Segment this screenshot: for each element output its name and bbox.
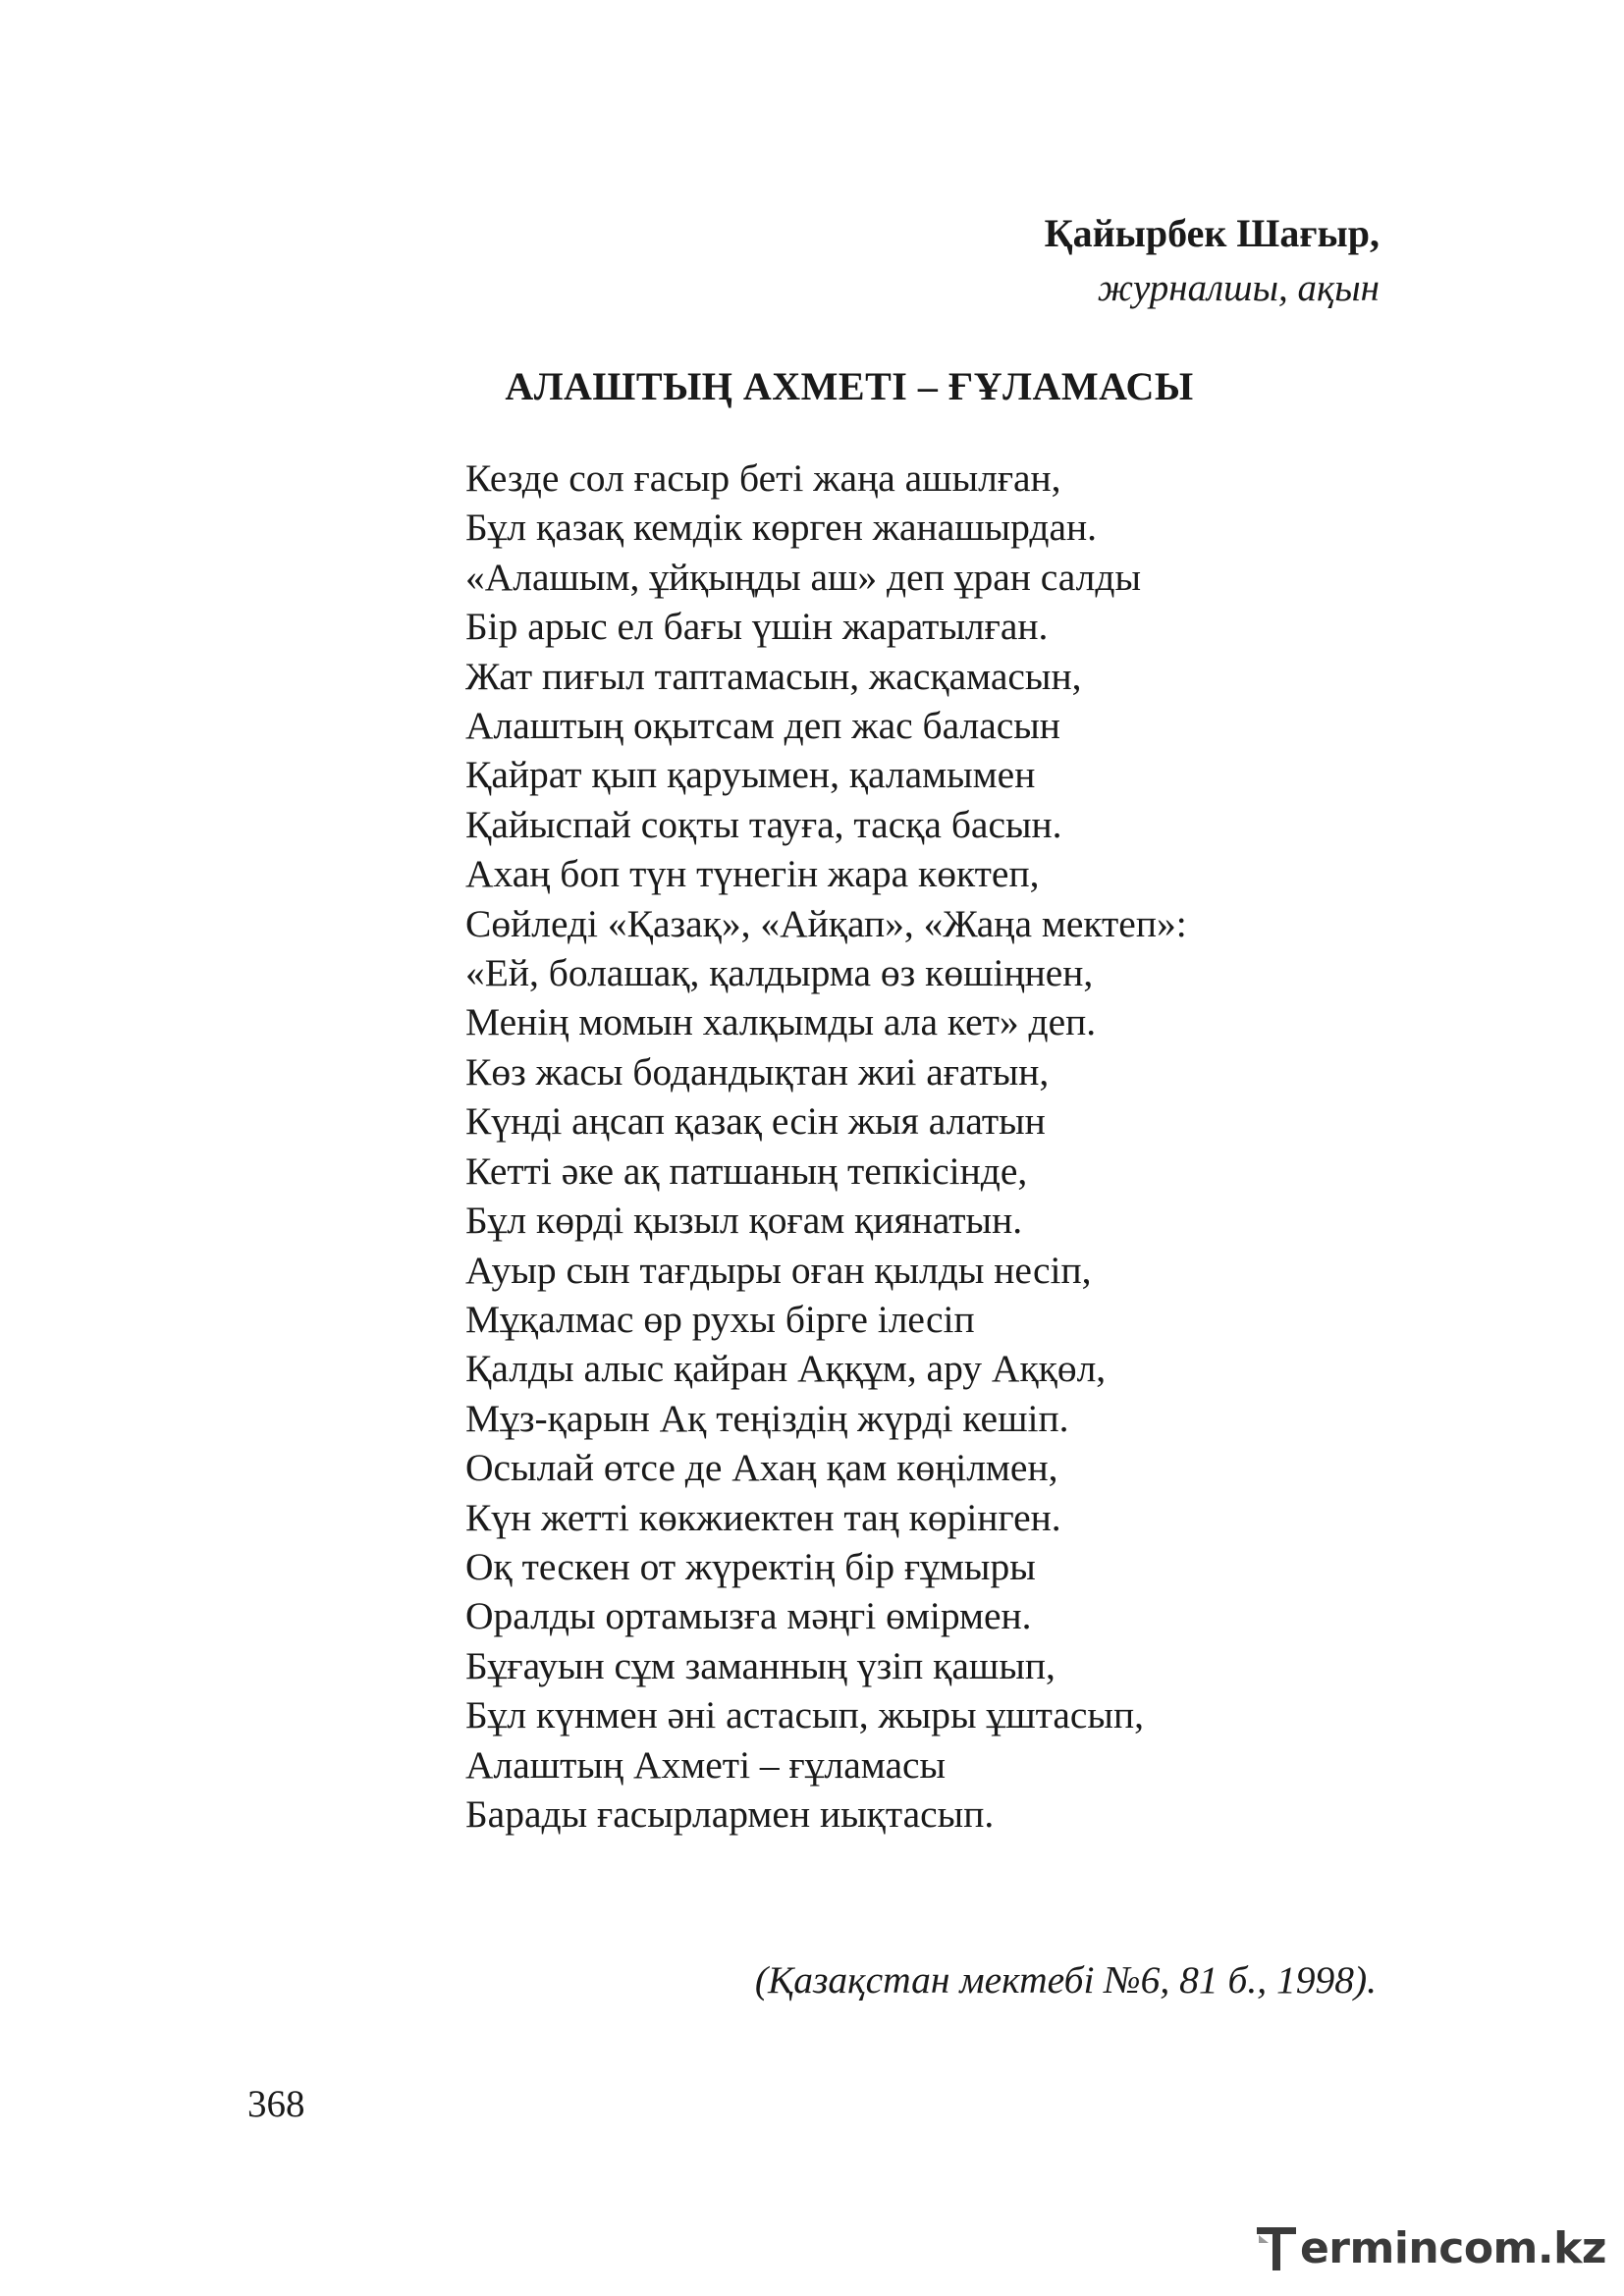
source-citation: (Қазақстан мектебі №6, 81 б., 1998). xyxy=(754,1958,1377,2002)
poem-title: АЛАШТЫҢ АХМЕТІ – ҒҰЛАМАСЫ xyxy=(505,364,1194,408)
poem-line: Қайрат қып қаруымен, қаламымен xyxy=(465,753,1036,797)
poem-line: Бұл көрді қызыл қоғам қиянатын. xyxy=(465,1199,1023,1243)
poem-line: Оқ тескен от жүректің бір ғұмыры xyxy=(465,1544,1036,1588)
poem-line: Осылай өтсе де Ахаң қам көңілмен, xyxy=(465,1446,1058,1490)
poem-line: Алаштың оқытсам деп жас баласын xyxy=(465,704,1060,748)
poem-line: Күнді аңсап қазақ есін жыя алатын xyxy=(465,1099,1046,1144)
watermark-text: ermincom.kz xyxy=(1299,2222,1606,2273)
poem-line: Көз жасы бодандықтан жиі ағатын, xyxy=(465,1049,1050,1094)
poem-body xyxy=(465,454,1187,1839)
poem-line: Алаштың Ахметі – ғұламасы xyxy=(465,1742,947,1787)
poem-line: Мұз-қарын Ақ теңіздің жүрді кешіп. xyxy=(465,1396,1069,1440)
poem-line: «Ей, болашақ, қалдырма өз көшіңнен, xyxy=(465,951,1094,995)
page-number: 368 xyxy=(247,2083,305,2125)
poem-line: Бұғауын сұм заманның үзіп қашып, xyxy=(465,1643,1056,1687)
poem-line: Бұл күнмен əні астасып, жыры ұштасып, xyxy=(465,1693,1144,1737)
poem-line: Жат пиғыл таптамасын, жасқамасын, xyxy=(465,654,1082,698)
poem-line: Менің момын халқымды ала кет» деп. xyxy=(465,1000,1097,1044)
poem-line: Қайыспай соқты тауға, тасқа басын. xyxy=(465,802,1062,846)
poem-line: Оралды ортамызға мәңгі өмірмен. xyxy=(465,1594,1032,1638)
poem-line: Ахаң боп түн түнегін жара көктеп, xyxy=(465,852,1040,896)
poem-line: «Алашым, ұйқыңды аш» деп ұран салды xyxy=(465,555,1141,599)
poem-line: Кетті әке ақ патшаның тепкісінде, xyxy=(465,1148,1028,1193)
poem-line: Ауыр сын тағдыры оған қылды несіп, xyxy=(465,1248,1092,1292)
poem-line: Барады ғасырлармен иықтасып. xyxy=(465,1791,995,1836)
poem-line: Бір арыс ел бағы үшін жаратылған. xyxy=(465,605,1049,649)
poem-line: Мұқалмас өр рухы бірге ілесіп xyxy=(465,1297,975,1341)
poem-line: Бұл қазақ кемдік көрген жанашырдан. xyxy=(465,506,1098,550)
poem-line: Күн жетті көкжиектен таң көрінген. xyxy=(465,1495,1061,1539)
watermark xyxy=(1255,2221,1606,2274)
author-block xyxy=(1045,206,1380,316)
author-role: журналшы, ақын xyxy=(1097,267,1380,309)
poem-line: Қалды алыс қайран Аққұм, ару Аққөл, xyxy=(465,1347,1107,1391)
author-name: Қайырбек Шағыр, xyxy=(1044,211,1380,255)
poem-line: Сөйледі «Қазақ», «Айқап», «Жаңа мектеп»: xyxy=(465,901,1187,945)
poem-line: Кезде сол ғасыр беті жаңа ашылған, xyxy=(465,456,1061,500)
termincom-logo-icon xyxy=(1255,2221,1298,2274)
